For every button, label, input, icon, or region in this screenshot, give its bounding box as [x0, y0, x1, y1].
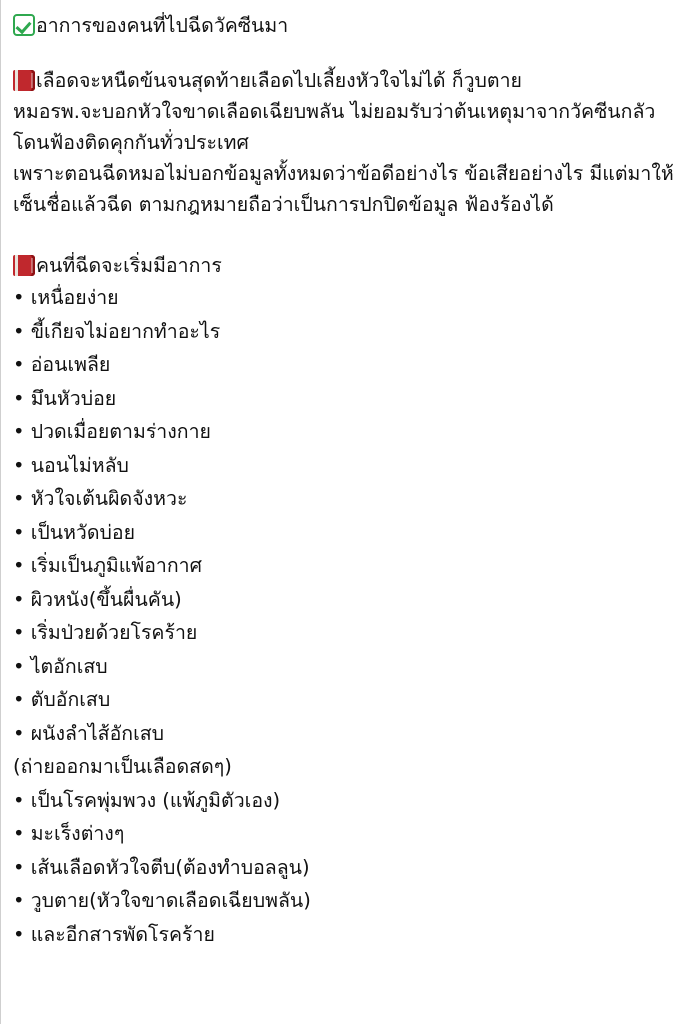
list-item: • มะเร็งต่างๆ — [13, 817, 684, 851]
section2-heading: คนที่ฉีดจะเริ่มมีอาการ — [36, 254, 222, 277]
list-item: • ตับอักเสบ — [13, 683, 684, 717]
section1-line-2: หมอรพ.จะบอกหัวใจขาดเลือดเฉียบพลัน ไม่ยอมรับว่าต้นเหตุมาจากวัคซีนกลัวโดนฟ้องติดคุกกันทั่วประเทศ — [13, 100, 656, 154]
document-title-row — [13, 10, 684, 41]
list-item: • และอีกสารพัดโรคร้าย — [13, 918, 684, 952]
list-item: • มึนหัวบ่อย — [13, 382, 684, 416]
list-item: • หัวใจเต้นผิดจังหวะ — [13, 482, 684, 516]
list-item: • ผนังลำไส้อักเสบ — [13, 717, 684, 751]
list-item: • ขี้เกียจไม่อยากทำอะไร — [13, 315, 684, 349]
closed-book-icon — [13, 255, 35, 276]
page-title: อาการของคนที่ไปฉีดวัคซีนมา — [36, 14, 289, 37]
spacer — [13, 220, 684, 250]
list-item: • นอนไม่หลับ — [13, 449, 684, 483]
spacer — [13, 41, 684, 65]
closed-book-icon — [13, 70, 35, 91]
list-item: • ปวดเมื่อยตามร่างกาย — [13, 415, 684, 449]
list-item: • เป็นโรคพุ่มพวง (แพ้ภูมิตัวเอง) — [13, 784, 684, 818]
list-item: • ผิวหนัง(ขึ้นผื่นคัน) — [13, 583, 684, 617]
list-item: • เหนื่อยง่าย — [13, 281, 684, 315]
section1-line-3: เพราะตอนฉีดหมอไม่บอกข้อมูลทั้งหมดว่าข้อดีอย่างไร ข้อเสียอย่างไร มีแต่มาให้เซ็นชื่อแล้วฉีด ตามกฎหมายถือว่าเป็นการปกปิดข้อมูล ฟ้องร้องได้ — [13, 162, 674, 216]
list-item: • วูบตาย(หัวใจขาดเลือดเฉียบพลัน) — [13, 884, 684, 918]
section1-line-1: เลือดจะหนืดข้นจนสุดท้ายเลือดไปเลี้ยงหัวใจไม่ได้ ก็วูบตาย — [36, 69, 522, 92]
section1-first-line-row — [13, 65, 684, 96]
list-item: • ไตอักเสบ — [13, 650, 684, 684]
list-item: • เส้นเลือดหัวใจตีบ(ต้องทำบอลลูน) — [13, 851, 684, 885]
list-item-note: (ถ่ายออกมาเป็นเลือดสดๆ) — [13, 755, 232, 778]
section2-heading-row — [13, 250, 684, 281]
symptom-list — [13, 281, 684, 951]
white-check-mark-icon — [13, 14, 35, 36]
list-item: • เป็นหวัดบ่อย — [13, 516, 684, 550]
list-item: • เริ่มเป็นภูมิแพ้อากาศ — [13, 549, 684, 583]
list-item: • เริ่มป่วยด้วยโรคร้าย — [13, 616, 684, 650]
list-item: • อ่อนเพลีย — [13, 348, 684, 382]
